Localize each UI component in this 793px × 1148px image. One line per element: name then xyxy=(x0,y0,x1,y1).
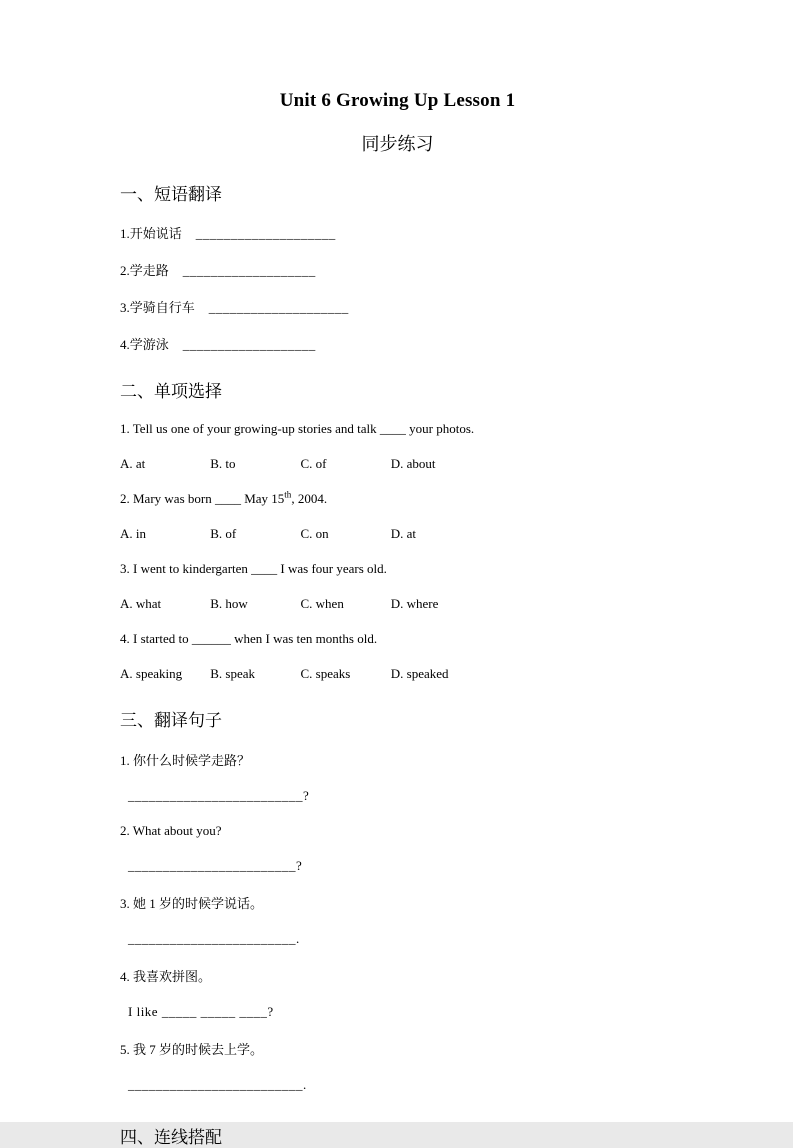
option-c: C. when xyxy=(300,596,344,611)
section2-heading: 二、单项选择 xyxy=(120,382,222,401)
option-d: D. where xyxy=(390,596,439,611)
translate-answer-line: ________________________. xyxy=(128,931,300,946)
phrase-answer-blank: ____________________ xyxy=(208,300,349,315)
question-text-main: 4. I started to ______ when I was ten months old. xyxy=(120,631,378,646)
option-c: C. of xyxy=(300,456,327,471)
translate-answer-line: ________________________? xyxy=(128,858,303,873)
translate-prompt: 2. What about you? xyxy=(120,823,222,838)
translate-item xyxy=(120,893,675,947)
option-d: D. about xyxy=(390,456,436,471)
option-b: B. of xyxy=(210,526,237,541)
phrase-label: 1.开始说话 xyxy=(120,226,182,241)
option-a: A. in xyxy=(120,526,146,541)
translate-prompt: 5. 我 7 岁的时候去上学。 xyxy=(120,1042,264,1057)
options-row xyxy=(120,526,675,542)
phrase-answer-blank: ___________________ xyxy=(182,337,316,352)
phrase-label: 3.学骑自行车 xyxy=(120,300,195,315)
option-d: D. at xyxy=(390,526,417,541)
phrase-item xyxy=(120,334,675,353)
mc-question xyxy=(120,631,675,682)
option-b: B. speak xyxy=(210,666,256,681)
question-text-main: 3. I went to kindergarten ____ I was four years old. xyxy=(120,561,387,576)
translate-item xyxy=(120,966,675,1020)
question-text xyxy=(120,421,675,437)
question-text xyxy=(120,631,675,647)
mc-question xyxy=(120,561,675,612)
option-d: D. speaked xyxy=(390,666,449,681)
section-translate-sentences xyxy=(120,706,675,1093)
translate-prompt: 4. 我喜欢拼图。 xyxy=(120,969,212,984)
phrase-item xyxy=(120,260,675,279)
option-c: C. speaks xyxy=(300,666,351,681)
section4-heading: 四、连线搭配 xyxy=(120,1128,222,1147)
section1-heading: 一、短语翻译 xyxy=(120,185,222,204)
section-line-matching xyxy=(120,1123,675,1148)
options-row xyxy=(120,596,675,612)
phrase-item xyxy=(120,223,675,242)
question-text-post: , 2004. xyxy=(291,491,328,506)
translate-prompt: 1. 你什么时候学走路？ xyxy=(120,753,251,768)
question-text xyxy=(120,491,675,507)
translate-answer-line: _________________________. xyxy=(128,1077,307,1092)
question-text-main: 2. Mary was born ____ May 15 xyxy=(120,491,285,506)
phrase-item xyxy=(120,297,675,316)
phrase-answer-blank: ____________________ xyxy=(195,226,336,241)
section3-heading: 三、翻译句子 xyxy=(120,711,222,730)
translate-prompt: 3. 她 1 岁的时候学说话。 xyxy=(120,896,264,911)
translate-answer-line: I like _____ _____ ____? xyxy=(128,1004,274,1019)
option-a: A. at xyxy=(120,456,146,471)
translate-answer-line: _________________________? xyxy=(128,788,310,803)
translate-item xyxy=(120,823,675,874)
option-a: A. what xyxy=(120,596,162,611)
options-row xyxy=(120,456,675,472)
question-text xyxy=(120,561,675,577)
option-c: C. on xyxy=(300,526,329,541)
translate-item xyxy=(120,1039,675,1093)
page-title: Unit 6 Growing Up Lesson 1 xyxy=(279,90,516,111)
options-row xyxy=(120,666,675,682)
question-text-sup: th xyxy=(284,489,292,500)
mc-question xyxy=(120,491,675,542)
phrase-answer-blank: ___________________ xyxy=(182,263,316,278)
option-b: B. to xyxy=(210,456,236,471)
section-multiple-choice xyxy=(120,377,675,682)
phrase-label: 4.学游泳 xyxy=(120,337,169,352)
section-phrase-translation xyxy=(120,180,675,353)
translate-item xyxy=(120,750,675,804)
phrase-label: 2.学走路 xyxy=(120,263,169,278)
question-text-main: 1. Tell us one of your growing-up stories and talk ____ your photos. xyxy=(120,421,475,436)
page-subtitle: 同步练习 xyxy=(361,134,434,154)
option-a: A. speaking xyxy=(120,666,183,681)
option-b: B. how xyxy=(210,596,248,611)
mc-question xyxy=(120,421,675,472)
